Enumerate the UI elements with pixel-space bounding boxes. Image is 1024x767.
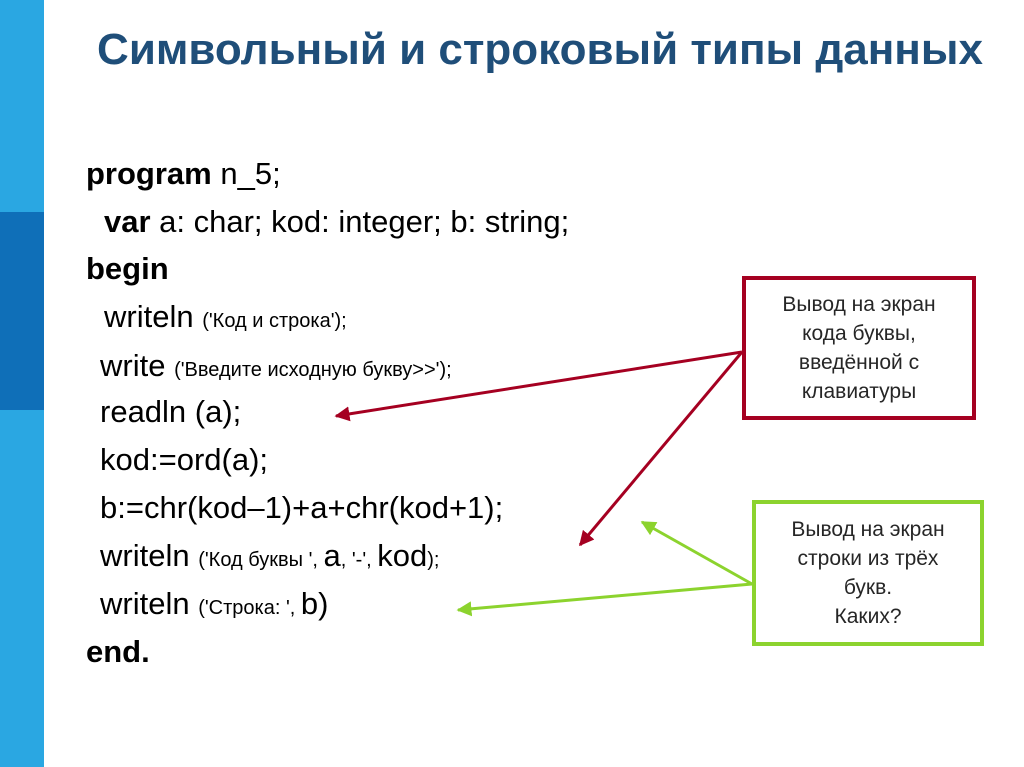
code-var: b) xyxy=(300,586,329,621)
code-text: n_5; xyxy=(211,156,281,191)
code-args: ('Строка: ', xyxy=(198,597,301,619)
green-arrow-to-line8 xyxy=(642,522,752,584)
code-args: ('Код и строка'); xyxy=(202,310,347,332)
slide-title: Символьный и строковый типы данных xyxy=(97,25,983,74)
red-arrow-to-readln xyxy=(336,352,742,416)
red-arrow-to-writeln-kod xyxy=(580,352,742,545)
code-text: kod:=ord(a); xyxy=(100,442,269,477)
code-var: a xyxy=(323,538,341,573)
code-text: readln (a); xyxy=(100,394,242,429)
code-proc: writeln xyxy=(100,538,199,573)
code-args: ('Код буквы ', xyxy=(198,549,324,571)
code-args: ('Введите исходную букву>>'); xyxy=(174,359,452,381)
callout-output-string-text: Вывод на экран строки из трёх букв. Каких? xyxy=(791,518,945,628)
code-args: ); xyxy=(427,549,440,571)
callout-output-code-text: Вывод на экран кода буквы, введённой с клавиатуры xyxy=(782,293,936,403)
code-proc: writeln xyxy=(104,299,203,334)
code-text: b:=chr(kod–1)+a+chr(kod+1); xyxy=(100,490,504,525)
keyword-program: program xyxy=(86,156,212,191)
keyword-begin: begin xyxy=(86,251,169,286)
code-var: kod xyxy=(377,538,428,573)
callout-output-string xyxy=(752,500,984,646)
keyword-end: end. xyxy=(86,634,150,669)
green-arrow-to-writeln-b xyxy=(458,584,752,610)
keyword-var: var xyxy=(104,204,151,239)
code-text: a: char; kod: integer; b: string; xyxy=(150,204,570,239)
code-proc: writeln xyxy=(100,586,199,621)
code-proc: write xyxy=(100,348,175,383)
code-args: , '-', xyxy=(340,549,378,571)
callout-output-code xyxy=(742,276,976,420)
